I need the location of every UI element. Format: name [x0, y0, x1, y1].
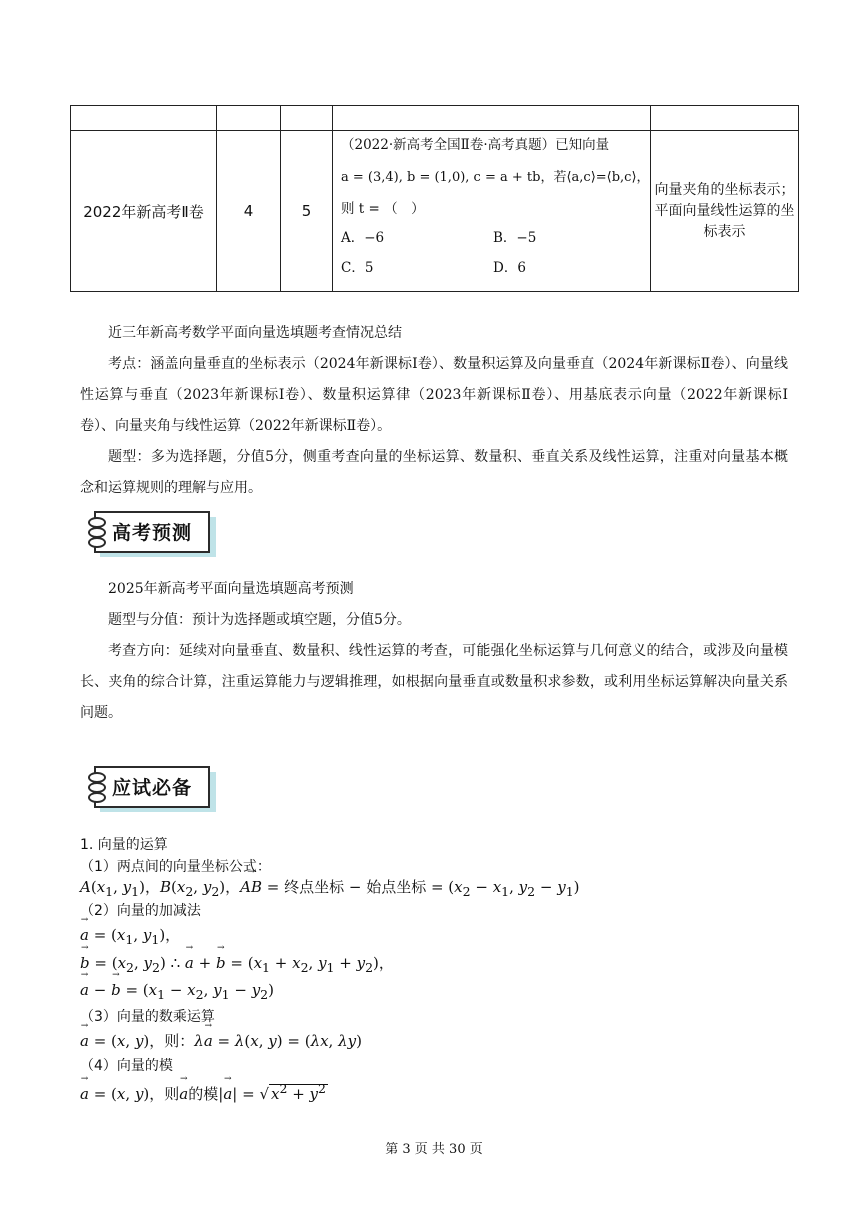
formula-vector-a: → $a = (x_1$, $y_1$)，: [80, 924, 180, 947]
formula-scalar-mult: → a = (x, y)，则：λ→ a = λ(x, y) = (λx, λy): [80, 1030, 362, 1051]
table-cell: [217, 106, 281, 131]
option-a: A．−6: [341, 230, 385, 246]
question-cell: [333, 131, 651, 292]
subsection-1: （1）两点间的向量坐标公式：: [80, 859, 271, 875]
summary-title: 近三年新高考数学平面向量选填题考查情况总结: [108, 325, 402, 341]
question-number-cell: 4: [217, 131, 281, 292]
formula-modulus: → a = (x, y)，则→ a的模|→ a| = √ $x^2 + y^2$: [80, 1081, 328, 1104]
essentials-heading: 1. 向量的运算: [80, 837, 168, 853]
table-row-empty: [71, 106, 799, 131]
score-cell: 5: [281, 131, 333, 292]
forecast-direction: 考查方向：延续对向量垂直、数量积、线性运算的考查，可能强化坐标运算与几何意义的结合，或涉及向量模长、夹角的综合计算，注重运算能力与逻辑推理，如根据向量垂直或数量积求参数，或利用坐标运算解决向量关系问题。: [80, 643, 788, 721]
table-cell: [333, 106, 651, 131]
table-cell: [71, 106, 217, 131]
exam-name-cell: 2022年新高考Ⅱ卷: [71, 131, 217, 292]
subsection-2: （2）向量的加减法: [80, 903, 201, 919]
table-cell: [651, 106, 799, 131]
subsection-3: （3）向量的数乘运算: [80, 1009, 215, 1025]
exam-table: [70, 105, 799, 292]
subsection-4: （4）向量的模: [80, 1058, 173, 1074]
forecast-type-score: 题型与分值：预计为选择题或填空题，分值5分。: [108, 612, 411, 628]
page-footer: 第 3 页 共 30 页: [385, 1142, 483, 1157]
question-vectors: [341, 171, 650, 184]
summary-points: 考点：涵盖向量垂直的坐标表示（2024年新课标Ⅰ卷）、数量积运算及向量垂直（2024年新课标Ⅱ卷）、向量线性运算与垂直（2023年新课标Ⅰ卷）、数量积运算律（2023年新课标Ⅱ卷）、用基底表示向量（2022年新课标Ⅰ卷）、向量夹角与线性运算（2022年新课标Ⅱ卷）。: [80, 356, 788, 434]
formula-vector-sum: → $b = (x_2$, $y_2$) ∴ → a + → $b = (x_1 + x_2$, $y_1 + y_2$)，: [80, 952, 394, 975]
essentials-badge-label: 应试必备: [112, 777, 193, 799]
forecast-badge: [94, 511, 216, 557]
formula-then-2: ，则: [149, 1085, 180, 1103]
summary-types: 题型：多为选择题，分值5分，侧重考查向量的坐标运算、数量积、垂直关系及线性运算，注重对向量基本概念和运算规则的理解与应用。: [80, 449, 788, 496]
table-cell: [281, 106, 333, 131]
question-vector-expr: a = (3,4), b = (1,0), c = a + tb: [341, 170, 541, 185]
formula-two-points: $A(x_1$, $y_1$)，$B(x_2$, $y_2$)，→ AB = 终点坐标 − 始点坐标 = ($x_2 - x_1$, $y_2 - y_1$): [80, 876, 580, 899]
formula-mod-word: 的模: [188, 1085, 219, 1103]
knowledge-point-cell: 向量夹角的坐标表示；平面向量线性运算的坐标表示: [651, 131, 799, 292]
question-ask: 则 t = （ ）: [341, 201, 425, 217]
forecast-section: [80, 574, 788, 729]
option-d: D．6: [493, 260, 526, 276]
option-c: C．5: [341, 260, 374, 276]
question-source: （2022·新高考全国Ⅱ卷·高考真题）已知向量: [341, 137, 610, 153]
forecast-title: 2025年新高考平面向量选填题高考预测: [108, 581, 354, 597]
forecast-badge-label: 高考预测: [112, 522, 193, 544]
essentials-badge: [94, 766, 216, 812]
table-row: [71, 131, 799, 292]
summary-section: [80, 318, 788, 504]
formula-then: ，则：: [149, 1032, 195, 1050]
question-condition: ，若⟨a,c⟩=⟨b,c⟩，: [540, 170, 650, 185]
formula-endpoint-text: 终点坐标 − 始点坐标: [284, 878, 427, 896]
option-b: B．−5: [493, 230, 537, 246]
formula-vector-diff: → a − → $b = (x_1 - x_2$, $y_1 - y_2$): [80, 981, 274, 1002]
